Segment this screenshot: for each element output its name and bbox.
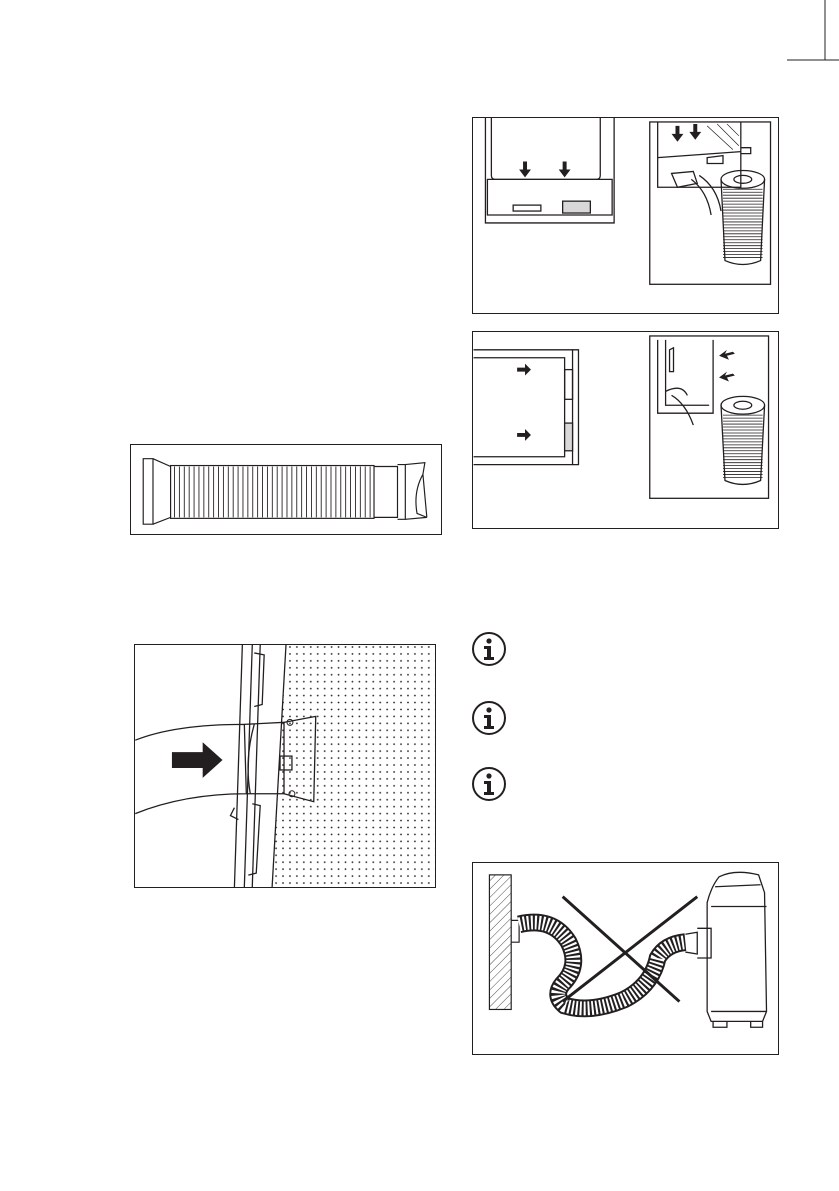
window-kit-vertical-figure [472,117,779,314]
window-kit-horizontal-figure [472,331,779,529]
incorrect-hose-figure [472,862,779,1055]
arrow-right-icon [172,742,223,778]
crop-mark [787,0,839,62]
info-icon [471,631,507,667]
adapter-figure [134,644,436,888]
info-icon [471,700,507,736]
hose-figure [130,444,442,535]
hose-icon [131,445,441,534]
info-icon [471,766,507,802]
